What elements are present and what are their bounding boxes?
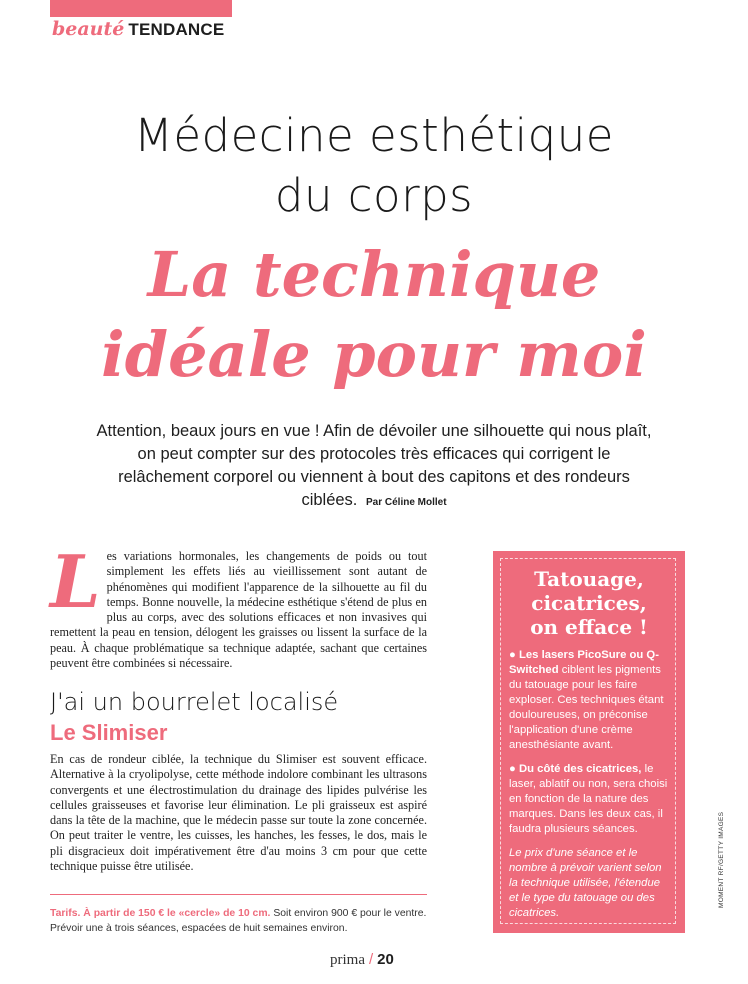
tarifs-text: Soit environ 900 € pour le ventre. Prévoir une à trois séances, espacées de huit semaines environ. [50,908,427,934]
photo-credit: MOMENT RF/GETTY IMAGES [718,811,725,908]
sidebar-bullet-2-text: le laser, ablatif ou non, sera choisi en fonction de la nature des marques. Dans les deux cas, il faudra plusieurs séances. [509,763,668,835]
title-line-3: La technique [147,238,601,311]
sidebar-title-line-2: cicatrices, [531,591,647,615]
section-subheading: Le Slimiser [50,720,168,745]
rubric [52,18,224,40]
sidebar-title-line-1: Tatouage, [534,567,644,591]
article-paragraph-1 [50,539,427,671]
rubric-bold: TENDANCE [128,20,225,39]
rubric-bar [50,0,232,17]
sidebar-bullet-2 [509,762,669,837]
tarifs-label: Tarifs. À partir de 150 € le «cercle» de 10 cm. [50,908,271,919]
intro-paragraph [90,420,658,514]
footer-separator: / [369,951,374,968]
dropcap: L [50,539,101,624]
title-line-4: idéale pour moi [101,318,647,391]
sidebar-bullet-1-bold: Les lasers PicoSure ou Q-Switched [509,649,659,676]
magazine-name: prima [330,952,365,968]
sidebar-closing: Le prix d'une séance et le nombre à prévoir varient selon la technique utilisée, l'étendue et le type du tatouage ou des cicatrices. [509,847,662,919]
sidebar-title-line-3: on efface ! [530,615,648,639]
title-line-2: du corps [274,169,474,222]
paragraph-1-text: es variations hormonales, les changements de poids ou tout simplement les effets liés au vieillissement sont autant de phénomènes qui modifient l'apparence de la silhouette au fil du temps. Bonne nouvelle, la médecine esthétique s'étend de plus en plus au corps, avec des solutions efficaces et non invasives qui remettent la peau en tension, délogent les graisses ou lissent la surface de la peau. À chaque problématique sa technique adaptée, sachant que certaines peuvent être combinées si nécessaire. [50,549,427,671]
byline: Par Céline Mollet [365,497,447,508]
sidebar-box [493,551,685,933]
bullet-dot-icon: ● [509,649,516,661]
tarifs [50,906,427,936]
bullet-dot-icon: ● [509,763,516,775]
divider [50,894,427,895]
page-number: 20 [377,951,394,968]
sidebar-bullet-2-bold: Du côté des cicatrices, [518,763,642,775]
intro-text: Attention, beaux jours en vue ! Afin de dévoiler une silhouette qui nous plaît, on peut compter sur des protocoles très efficaces qui corrigent le relâchement corporel ou viennent à bout des capitons et des rondeurs ciblées. [96,422,652,509]
section-heading: J'ai un bourrelet localisé [50,688,339,716]
rubric-italic: beauté [52,18,125,40]
sidebar-title [509,567,669,639]
article-paragraph-2: En cas de rondeur ciblée, la technique du Slimiser est souvent efficace. Alternative à la cryolipolyse, cette méthode indolore combinant les ultrasons convergents et une électrostimulation du drainage des lipides pulvérise les cellules graisseuses et favorise leur élimination. Le pli graisseux est aspiré dans la tête de la machine, que le médecin passe sur toute la zone concernée. On peut traiter le ventre, les cuisses, les hanches, les fesses, le dos, mais le pli disgracieux doit impérativement être d'au moins 3 cm pour que cette technique puisse être utilisée. [50,752,427,874]
page-footer [330,951,394,969]
sidebar-bullet-1 [509,648,669,753]
title-line-1: Médecine esthétique [134,109,614,162]
sidebar-bullet-1-text: ciblent les pigments du tatouage pour les faire exploser. Ces techniques étant douloureuses, on préconise l'application d'une crème anesthésiante avant. [509,664,664,751]
